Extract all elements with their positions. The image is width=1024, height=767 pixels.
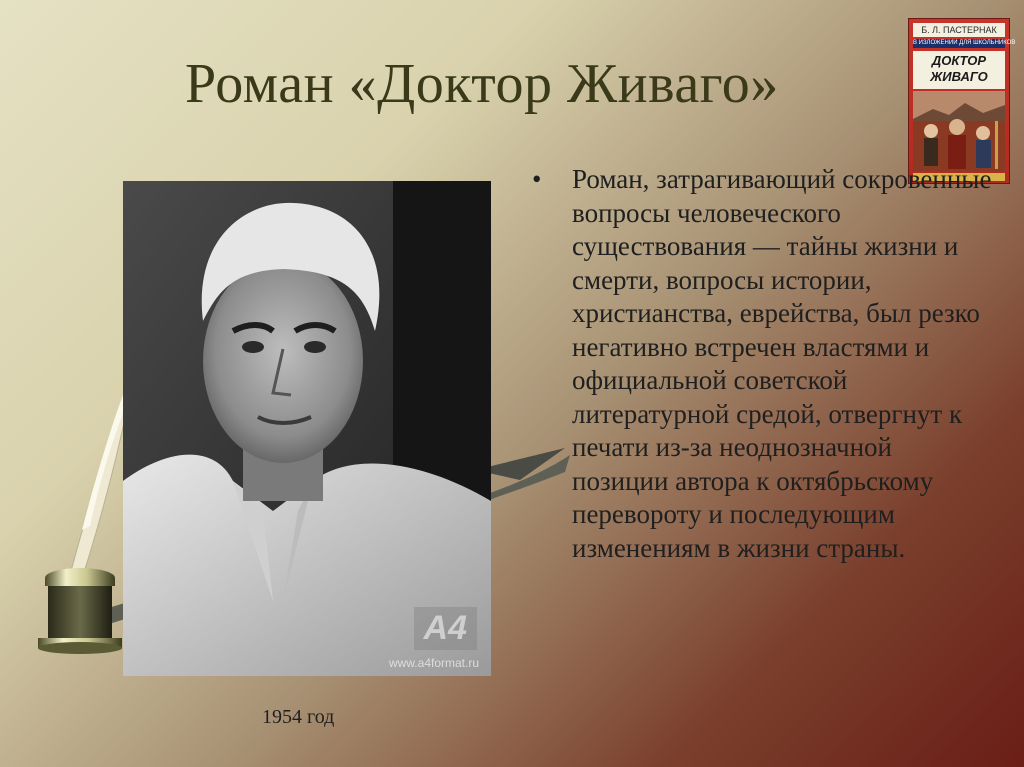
slide-title: Роман «Доктор Живаго» bbox=[185, 53, 779, 115]
bullet-item-text: Роман, затрагивающий сокровенные вопросы человеческого существования — тайны жизни и смерти, вопросы истории, христианства, еврейства, был резко негативно встречен властями и официальной советской литературной средой, отвергнут к печати из-за неоднозначной позиции автора к октябрьскому перевороту и последующим изменениям в жизни страны. bbox=[572, 164, 992, 563]
watermark-logo: A4 bbox=[414, 607, 477, 650]
book-cover-title-line2: ЖИВАГО bbox=[930, 69, 988, 84]
book-cover-author: Б. Л. ПАСТЕРНАК bbox=[913, 23, 1005, 37]
photo-caption: 1954 год bbox=[262, 706, 335, 728]
book-cover-series: В ИЗЛОЖЕНИИ ДЛЯ ШКОЛЬНИКОВ bbox=[913, 40, 1016, 46]
bullet-marker: • bbox=[532, 164, 542, 194]
book-cover-image bbox=[908, 18, 1016, 184]
book-cover-title-line1: ДОКТОР bbox=[931, 53, 987, 68]
bullet-list bbox=[532, 163, 992, 565]
book-cover-illustration bbox=[913, 91, 1005, 171]
portrait-figure bbox=[123, 181, 491, 676]
watermark-url: www.a4format.ru bbox=[388, 656, 479, 670]
book-cover-title bbox=[913, 51, 1005, 89]
author-portrait-photo bbox=[123, 181, 491, 676]
